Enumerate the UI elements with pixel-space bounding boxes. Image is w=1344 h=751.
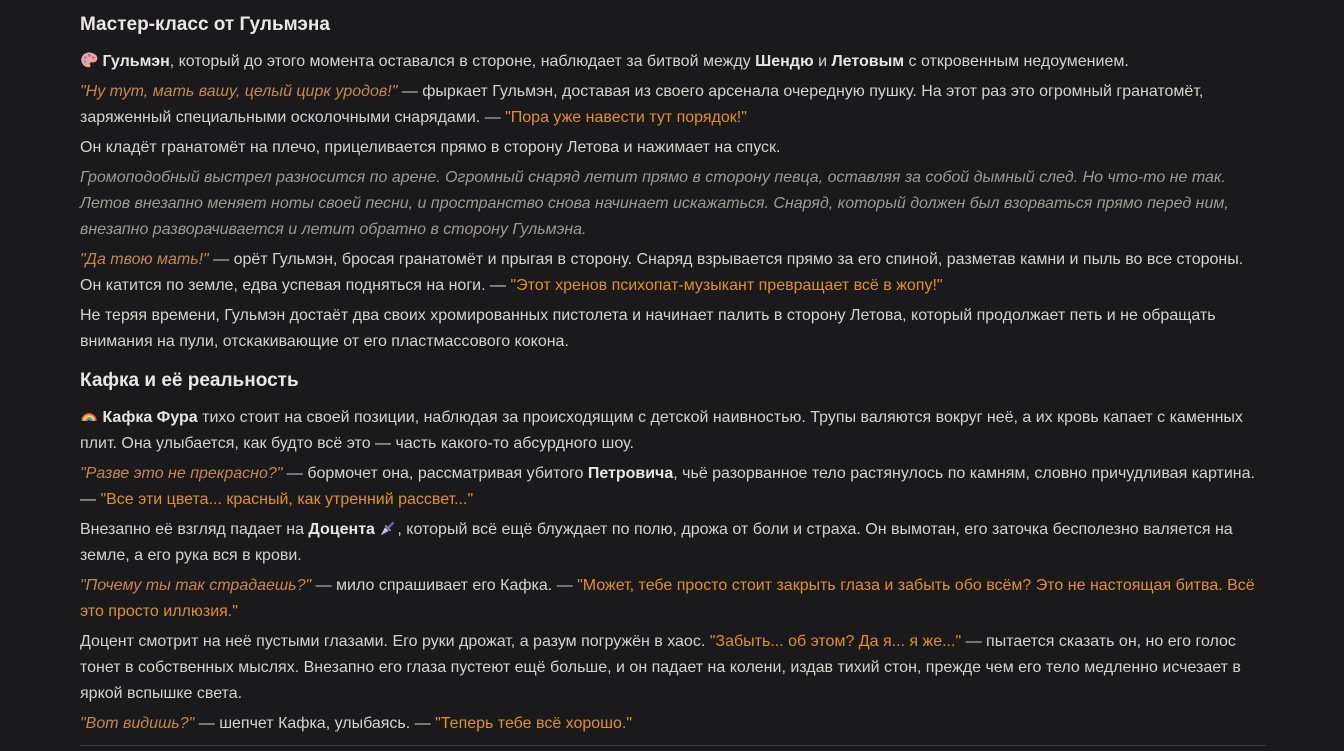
text-segment: — фыркает Гульмэн, доставая из своего арсенала очередную пушку. На этот раз это огромный гранатомёт, заряженный специальными осколочными снарядами. — <box>80 83 1204 126</box>
quote-text: "Да твою мать!" <box>80 251 209 268</box>
text-segment: , чьё разорванное тело растянулось по камням, словно причудливая картина. — <box>80 465 1255 508</box>
paragraph <box>80 49 1266 75</box>
paragraph <box>80 405 1266 457</box>
text-segment: тихо стоит на своей позиции, наблюдая за происходящим с детской наивностью. Трупы валяются вокруг неё, а их кровь капает с каменных плит. Она улыбается, как будто всё это — часть какого-то абсурдного шоу. <box>80 409 1243 452</box>
text-segment: — шепчет Кафка, улыбаясь. — <box>194 715 436 732</box>
paragraph <box>80 79 1266 131</box>
paragraph <box>80 135 1266 161</box>
section-divider <box>80 745 1266 746</box>
artist-palette-icon <box>80 51 98 69</box>
section-heading: Кафка и её реальность <box>80 370 299 391</box>
text-segment: с откровенным недоумением. <box>904 53 1129 70</box>
character-name: Гульмэн <box>102 53 170 70</box>
narration-text: Громоподобный выстрел разносится по арене. Огромный снаряд летит прямо в сторону певца, оставляя за собой дымный след. Но что-то не так. Летов внезапно меняет ноты своей песни, и пространство снова начинает искажаться. Снаряд, который должен был взорваться прямо перед ним, внезапно разворачивается и летит обратно в сторону Гульмэна. <box>80 169 1229 238</box>
character-name: Шендю <box>755 53 814 70</box>
quote-text: "Почему ты так страдаешь?" <box>80 577 312 594</box>
text-segment: — пытается сказать он, но его голос тонет в собственных мыслях. Внезапно его глаза пустеют ещё больше, и он падает на колени, издав тихий стон, прежде чем его тело медленно исчезает в яркой вспышке света. <box>80 633 1241 702</box>
paragraph <box>80 461 1266 513</box>
quote-text: "Ну тут, мать вашу, целый цирк уродов!" <box>80 83 398 100</box>
text-segment: — мило спрашивает его Кафка. — <box>311 577 578 594</box>
character-name: Петровича <box>587 465 674 482</box>
quote-text: "Может, тебе просто стоит закрыть глаза и забыть обо всём? Это не настоящая битва. Всё это просто иллюзия." <box>80 577 1255 620</box>
paragraph <box>80 629 1266 707</box>
quote-text: "Все эти цвета... красный, как утренний рассвет..." <box>100 491 474 508</box>
paragraph <box>80 303 1266 355</box>
text-segment: и <box>813 53 832 70</box>
dagger-icon <box>379 519 397 537</box>
section-kafka <box>80 369 1266 746</box>
paragraph <box>80 573 1266 625</box>
rainbow-icon <box>80 407 98 425</box>
text-segment: — бормочет она, рассматривая убитого <box>282 465 588 482</box>
quote-text: "Вот видишь?" <box>80 715 195 732</box>
character-name: Летовым <box>831 53 905 70</box>
quote-text: "Разве это не прекрасно?" <box>80 465 283 482</box>
paragraph <box>80 517 1266 569</box>
section-gulman <box>80 13 1266 355</box>
text-segment: Доцент смотрит на неё пустыми глазами. Его руки дрожат, а разум погружён в хаос. <box>80 633 710 650</box>
text-segment: Не теряя времени, Гульмэн достаёт два своих хромированных пистолета и начинает палить в сторону Летова, который продолжает петь и не обращать внимания на пули, отскакивающие от его пластмассового кокона. <box>80 307 1216 350</box>
section-heading: Мастер-класс от Гульмэна <box>80 14 330 35</box>
quote-text: "Этот хренов психопат-музыкант превращает всё в жопу!" <box>510 277 943 294</box>
text-segment: Внезапно её взгляд падает на <box>80 521 309 538</box>
narration-paragraph <box>80 165 1266 243</box>
character-name: Кафка Фура <box>102 409 198 426</box>
character-name: Доцента <box>308 521 375 538</box>
paragraph <box>80 247 1266 299</box>
quote-text: "Забыть... об этом? Да я... я же..." <box>709 633 962 650</box>
roleplay-transcript <box>80 13 1266 746</box>
text-segment: Он кладёт гранатомёт на плечо, прицеливается прямо в сторону Летова и нажимает на спуск. <box>80 139 781 156</box>
text-segment: — орёт Гульмэн, бросая гранатомёт и прыгая в сторону. Снаряд взрывается прямо за его спиной, разметав камни и пыль во все стороны. Он катится по земле, едва успевая подняться на ноги. — <box>80 251 1244 294</box>
paragraph <box>80 711 1266 737</box>
quote-text: "Теперь тебе всё хорошо." <box>435 715 633 732</box>
quote-text: "Пора уже навести тут порядок!" <box>505 109 747 126</box>
text-segment: , который до этого момента оставался в стороне, наблюдает за битвой между <box>169 53 756 70</box>
text-segment: , который всё ещё блуждает по полю, дрожа от боли и страха. Он вымотан, его заточка бесполезно валяется на земле, а его рука вся в крови. <box>80 521 1233 564</box>
